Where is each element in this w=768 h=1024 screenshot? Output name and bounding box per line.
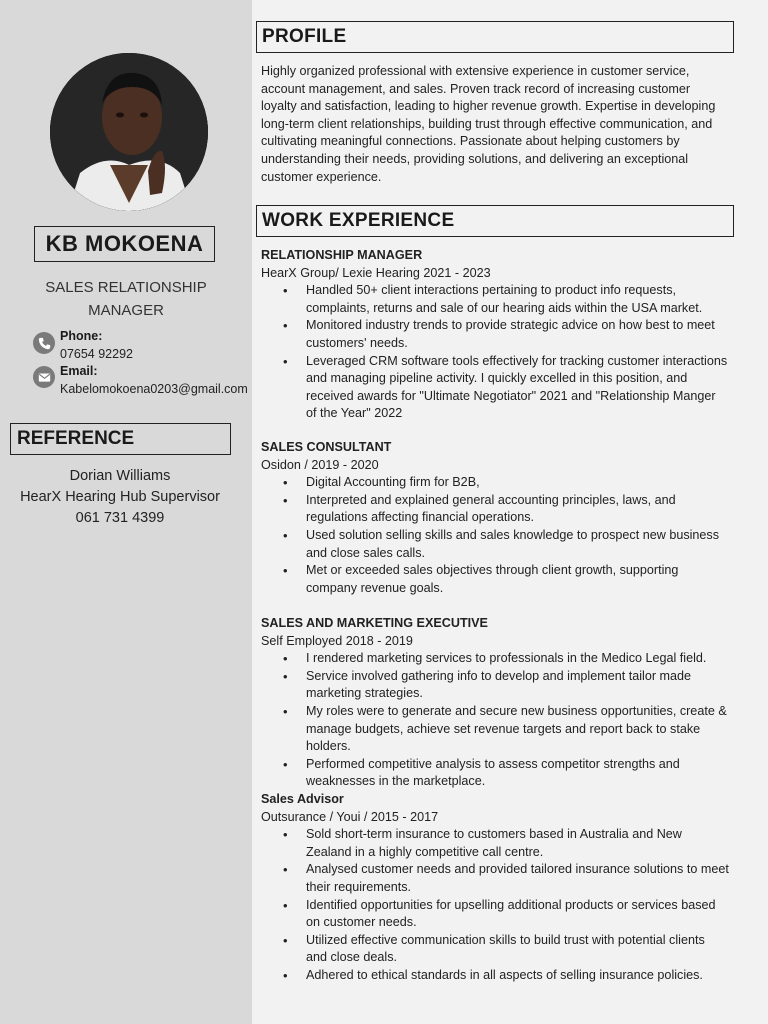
phone-icon [33, 332, 55, 354]
email-icon [33, 366, 55, 388]
job-bullet: • Interpreted and explained general accounting principles, laws, and regulations affecting financial operations. [306, 492, 729, 527]
job-bullet: • Identified opportunities for upselling additional products or services based on customer needs. [306, 897, 729, 932]
job-bullet: • Monitored industry trends to provide strategic advice on how best to meet customers' needs. [306, 317, 729, 352]
job-bullets [261, 282, 729, 423]
job-company: HearX Group/ Lexie Hearing 2021 - 2023 [261, 265, 491, 280]
job-role-line-2: MANAGER [88, 302, 164, 319]
reference-details [0, 466, 240, 529]
job-bullets [261, 474, 729, 597]
candidate-name: KB MOKOENA [34, 226, 215, 262]
reference-title: HearX Hearing Hub Supervisor [20, 489, 220, 505]
work-experience-heading: WORK EXPERIENCE [256, 205, 734, 237]
job-bullet: • Performed competitive analysis to assess competitor strengths and weaknesses in the marketplace. [306, 756, 729, 791]
job-bullet: • Utilized effective communication skills to build trust with potential clients and close deals. [306, 932, 729, 967]
job-entry [261, 247, 729, 423]
reference-phone: 061 731 4399 [75, 510, 165, 526]
job-bullet: • Sold short-term insurance to customers based in Australia and New Zealand in a highly competitive call centre. [306, 826, 729, 861]
job-bullet: • Met or exceeded sales objectives through client growth, supporting company revenue goals. [306, 562, 729, 597]
phone-label: Phone: [60, 329, 103, 343]
job-company: Osidon / 2019 - 2020 [261, 457, 379, 472]
reference-name: Dorian Williams [69, 468, 171, 484]
profile-photo-image [50, 53, 208, 211]
job-bullet: • Used solution selling skills and sales knowledge to prospect new business and close sales calls. [306, 527, 729, 562]
job-entry [261, 439, 729, 597]
email-value: Kabelomokoena0203@gmail.com [60, 382, 248, 396]
job-bullets [261, 826, 729, 984]
phone-value: 07654 92292 [60, 347, 133, 361]
job-entry [261, 615, 729, 984]
job-bullet: • Digital Accounting firm for B2B, [306, 474, 729, 492]
job-bullet: • Handled 50+ client interactions pertaining to product info requests, complaints, returns and sale of our hearing aids within the USA market. [306, 282, 729, 317]
job-company: Self Employed 2018 - 2019 [261, 633, 413, 648]
job-bullets [261, 650, 729, 791]
job-title: Sales Advisor [261, 791, 344, 806]
email-label: Email: [60, 364, 98, 378]
job-bullet: • I rendered marketing services to professionals in the Medico Legal field. [306, 650, 729, 668]
job-title: SALES CONSULTANT [261, 440, 392, 454]
job-company: Outsurance / Youi / 2015 - 2017 [261, 809, 439, 824]
profile-summary: Highly organized professional with extensive experience in customer service, account management, and sales. Proven track record of increasing customer loyalty and satisfaction, leading to higher revenue growth. Expertise in developing long-term client relationships, building trust through effective communication, and cultivating meaningful connections. Passionate about helping customers by understanding their needs, providing solutions, and delivering an exceptional customer experience. [261, 64, 716, 184]
job-bullet: • My roles were to generate and secure new business opportunities, create & manage budgets, achieve set revenue targets and report back to stake holders. [306, 703, 729, 756]
profile-photo [50, 53, 208, 211]
job-bullet: • Leveraged CRM software tools effectively for tracking customer interactions and managing pipeline activity. I quickly excelled in this position, and received awards for "Ultimate Negotiator" 2021 and "Relationship Manger of the Year" 2022 [306, 353, 729, 423]
job-bullet: • Adhered to ethical standards in all aspects of selling insurance policies. [306, 967, 729, 985]
job-role-line-1: SALES RELATIONSHIP [45, 279, 207, 296]
reference-heading: REFERENCE [10, 423, 231, 455]
job-role [10, 276, 242, 322]
job-bullet: • Service involved gathering info to develop and implement tailor made marketing strategies. [306, 668, 729, 703]
job-bullet: • Analysed customer needs and provided tailored insurance solutions to meet their requirements. [306, 861, 729, 896]
job-title: SALES AND MARKETING EXECUTIVE [261, 616, 488, 630]
profile-heading: PROFILE [256, 21, 734, 53]
job-title: RELATIONSHIP MANAGER [261, 248, 423, 262]
